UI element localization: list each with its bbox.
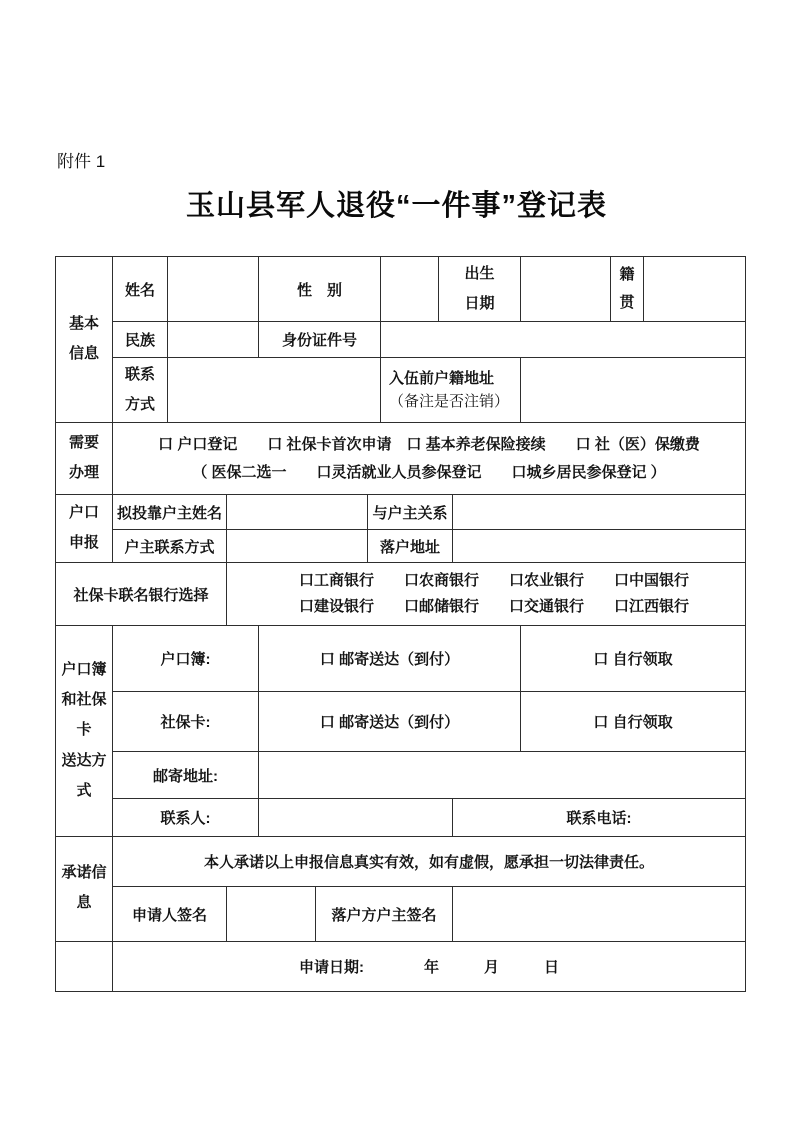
mail-address-label: 邮寄地址: (113, 752, 259, 799)
name-label: 姓名 (113, 257, 168, 322)
applicant-signature-label: 申请人签名 (113, 887, 227, 942)
attachment-label: 附件 1 (57, 152, 106, 171)
host-contact-value-cell (227, 530, 368, 563)
host-name-label: 拟投靠户主姓名 (113, 495, 227, 530)
host-signature-label: 落户方户主签名 (316, 887, 453, 942)
gender-label: 性 别 (259, 257, 381, 322)
promise-statement: 本人承诺以上申报信息真实有效，如有虚假，愿承担一切法律责任。 (113, 837, 746, 887)
bank-select-label: 社保卡联名银行选择 (56, 563, 227, 626)
contact-person-value-cell (259, 799, 453, 837)
name-value-cell (168, 257, 259, 322)
need-process-options (113, 423, 746, 495)
hukou-self-pickup-option: 口 自行领取 (521, 626, 746, 692)
contact-phone-label: 联系电话: (453, 799, 746, 837)
host-name-value-cell (227, 495, 368, 530)
host-signature-cell (453, 887, 746, 942)
relation-value-cell (453, 495, 746, 530)
birth-date-value-cell (521, 257, 611, 322)
bank-options-line1: 口工商银行 口农商银行 口农业银行 口中国银行 (299, 571, 690, 589)
footer-empty-cell (56, 942, 113, 992)
section-delivery-method: 户口簿和社保卡 送达方式 (56, 626, 113, 837)
section-basic-info: 基本信息 (56, 257, 113, 423)
ethnicity-value-cell (168, 322, 259, 358)
need-process-options-line2: （ 医保二选一 口灵活就业人员参保登记 口城乡居民参保登记 ） (192, 463, 666, 481)
native-place-value-cell (644, 257, 746, 322)
id-number-label: 身份证件号 (259, 322, 381, 358)
id-number-value-cell (381, 322, 746, 358)
birth-date-label: 出生日期 (439, 257, 521, 322)
page-title: 玉山县军人退役“一件事”登记表 (185, 190, 607, 222)
relation-label: 与户主关系 (368, 495, 453, 530)
pre-enlist-address-value-cell (521, 358, 746, 423)
section-household-declare: 户口申报 (56, 495, 113, 563)
contact-person-label: 联系人: (113, 799, 259, 837)
host-contact-label: 户主联系方式 (113, 530, 227, 563)
application-date-line: 申请日期: 年 月 日 (113, 942, 746, 992)
settle-address-label: 落户地址 (368, 530, 453, 563)
hukou-book-label: 户口簿: (113, 626, 259, 692)
gender-value-cell (381, 257, 439, 322)
hukou-mail-option: 口 邮寄送达（到付） (259, 626, 521, 692)
registration-form-table (55, 256, 746, 992)
bank-options-line2: 口建设银行 口邮储银行 口交通银行 口江西银行 (299, 598, 690, 615)
contact-method-label: 联系方式 (113, 358, 168, 423)
section-need-process: 需要办理 (56, 423, 113, 495)
contact-method-value-cell (168, 358, 381, 423)
bank-options (227, 563, 746, 626)
applicant-signature-cell (227, 887, 316, 942)
social-card-label: 社保卡: (113, 692, 259, 752)
mail-address-value-cell (259, 752, 746, 799)
card-mail-option: 口 邮寄送达（到付） (259, 692, 521, 752)
card-self-pickup-option: 口 自行领取 (521, 692, 746, 752)
pre-enlist-address-label: 入伍前户籍地址 （备注是否注销） (381, 358, 521, 423)
native-place-label: 籍贯 (611, 257, 644, 322)
section-promise-info: 承诺信息 (56, 837, 113, 942)
need-process-options-line1: 口 户口登记 口 社保卡首次申请 口 基本养老保险接续 口 社（医）保缴费 (158, 435, 700, 453)
settle-address-value-cell (453, 530, 746, 563)
ethnicity-label: 民族 (113, 322, 168, 358)
